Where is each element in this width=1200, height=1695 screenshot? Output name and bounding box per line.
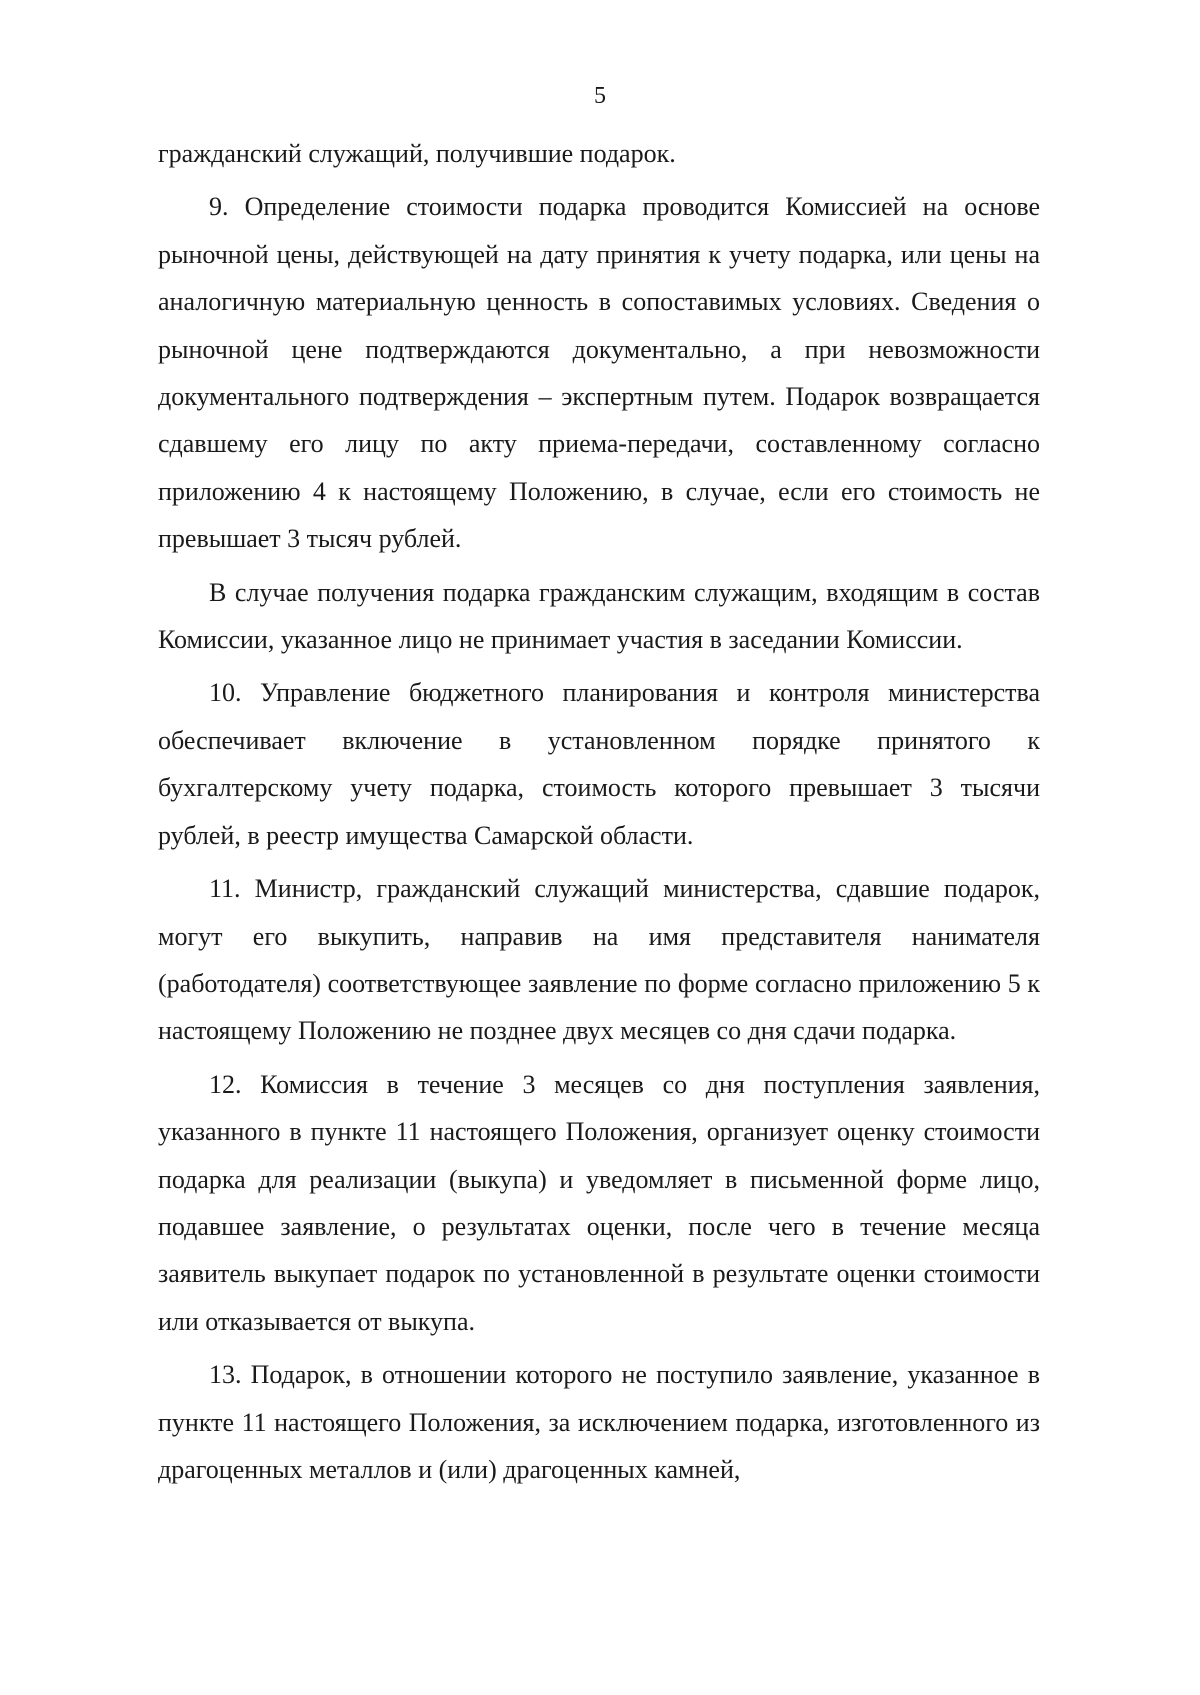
- page-number: 5: [594, 83, 606, 109]
- paragraph-9: 9. Определение стоимости подарка проводится Комиссией на основе рыночной цены, действующей на дату принятия к учету подарка, или цены на аналогичную материальную ценность в сопоставимых условиях. Сведения о рыночной цене подтверждаются документально, а при невозможности документального подтверждения – экспертным путем. Подарок возвращается сдавшему его лицу по акту приема-передачи, составленному согласно приложению 4 к настоящему Положению, в случае, если его стоимость не превышает 3 тысяч рублей.: [158, 192, 1040, 554]
- paragraph-continuation: гражданский служащий, получившие подарок.: [158, 139, 676, 168]
- paragraph-13: 13. Подарок, в отношении которого не поступило заявление, указанное в пункте 11 настоящего Положения, за исключением подарка, изготовленного из драгоценных металлов и (или) драгоценных камней,: [158, 1360, 1040, 1484]
- paragraph-9-commission-member: В случае получения подарка гражданским служащим, входящим в состав Комиссии, указанное лицо не принимает участия в заседании Комиссии.: [158, 577, 1040, 655]
- document-body: [158, 130, 1040, 1493]
- paragraph-11: 11. Министр, гражданский служащий министерства, сдавшие подарок, могут его выкупить, направив на имя представителя нанимателя (работодателя) соответствующее заявление по форме согласно приложению 5 к настоящему Положению не позднее двух месяцев со дня сдачи подарка.: [158, 874, 1040, 1046]
- paragraph-12: 12. Комиссия в течение 3 месяцев со дня поступления заявления, указанного в пункте 11 настоящего Положения, организует оценку стоимости подарка для реализации (выкупа) и уведомляет в письменной форме лицо, подавшее заявление, о результатах оценки, после чего в течение месяца заявитель выкупает подарок по установленной в результате оценки стоимости или отказывается от выкупа.: [158, 1069, 1040, 1336]
- paragraph-10: 10. Управление бюджетного планирования и контроля министерства обеспечивает включение в установленном порядке принятого к бухгалтерскому учету подарка, стоимость которого превышает 3 тысячи рублей, в реестр имущества Самарской области.: [158, 678, 1040, 850]
